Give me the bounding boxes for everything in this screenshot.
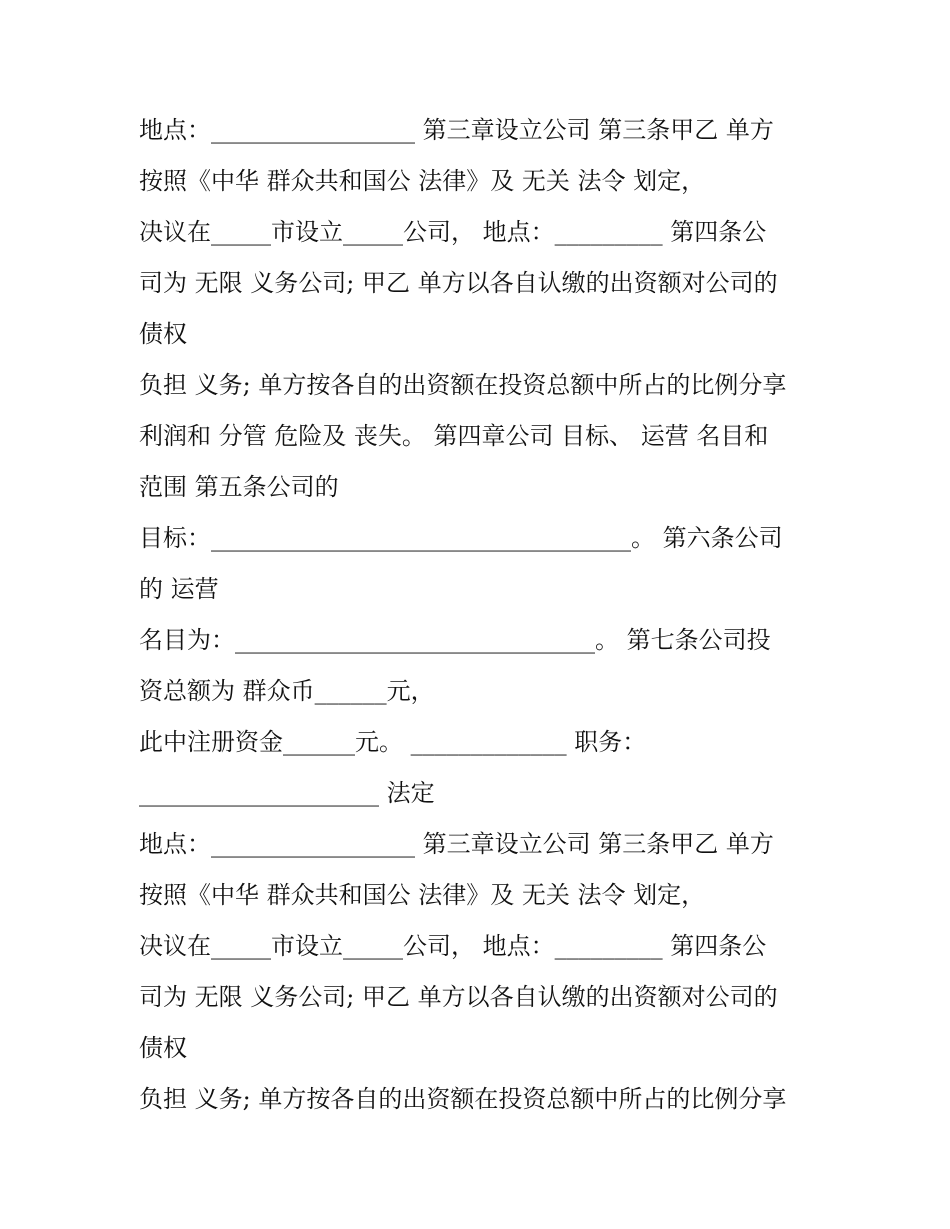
text-line: 按照《中华 群众共和国公 法律》及 无关 法令 划定， bbox=[139, 167, 706, 195]
text-line: 名目为：______________________________。 第七条公司投 bbox=[139, 626, 771, 654]
text-line: 此中注册资金______元。 _____________ 职务： bbox=[139, 728, 647, 756]
text-line: 目标：___________________________________。 第六条公司 bbox=[139, 524, 783, 552]
text-line: 利润和 分管 危险及 丧失。 第四章公司 目标、 运营 名目和 bbox=[139, 422, 769, 450]
document-body bbox=[139, 105, 819, 1125]
text-line: 负担 义务; 单方按各自的出资额在投资总额中所占的比例分享 bbox=[139, 371, 787, 399]
text-line: 地点：_________________ 第三章设立公司 第三条甲乙 单方 bbox=[139, 116, 774, 144]
text-line: 司为 无限 义务公司; 甲乙 单方以各自认缴的出资额对公司的 bbox=[139, 269, 778, 297]
text-line: 资总额为 群众币______元， bbox=[139, 677, 435, 705]
text-line: 决议在_____市设立_____公司， 地点：_________ 第四条公 bbox=[139, 932, 767, 960]
text-line: 地点：_________________ 第三章设立公司 第三条甲乙 单方 bbox=[139, 830, 774, 858]
text-line: 按照《中华 群众共和国公 法律》及 无关 法令 划定， bbox=[139, 881, 706, 909]
text-line: 范围 第五条公司的 bbox=[139, 473, 339, 501]
text-line: 的 运营 bbox=[139, 575, 219, 603]
text-line: 债权 bbox=[139, 1034, 187, 1062]
text-line: 司为 无限 义务公司; 甲乙 单方以各自认缴的出资额对公司的 bbox=[139, 983, 778, 1011]
text-line: 债权 bbox=[139, 320, 187, 348]
text-line: 决议在_____市设立_____公司， 地点：_________ 第四条公 bbox=[139, 218, 767, 246]
text-line: 负担 义务; 单方按各自的出资额在投资总额中所占的比例分享 bbox=[139, 1085, 787, 1113]
text-line: ____________________ 法定 bbox=[139, 779, 435, 807]
